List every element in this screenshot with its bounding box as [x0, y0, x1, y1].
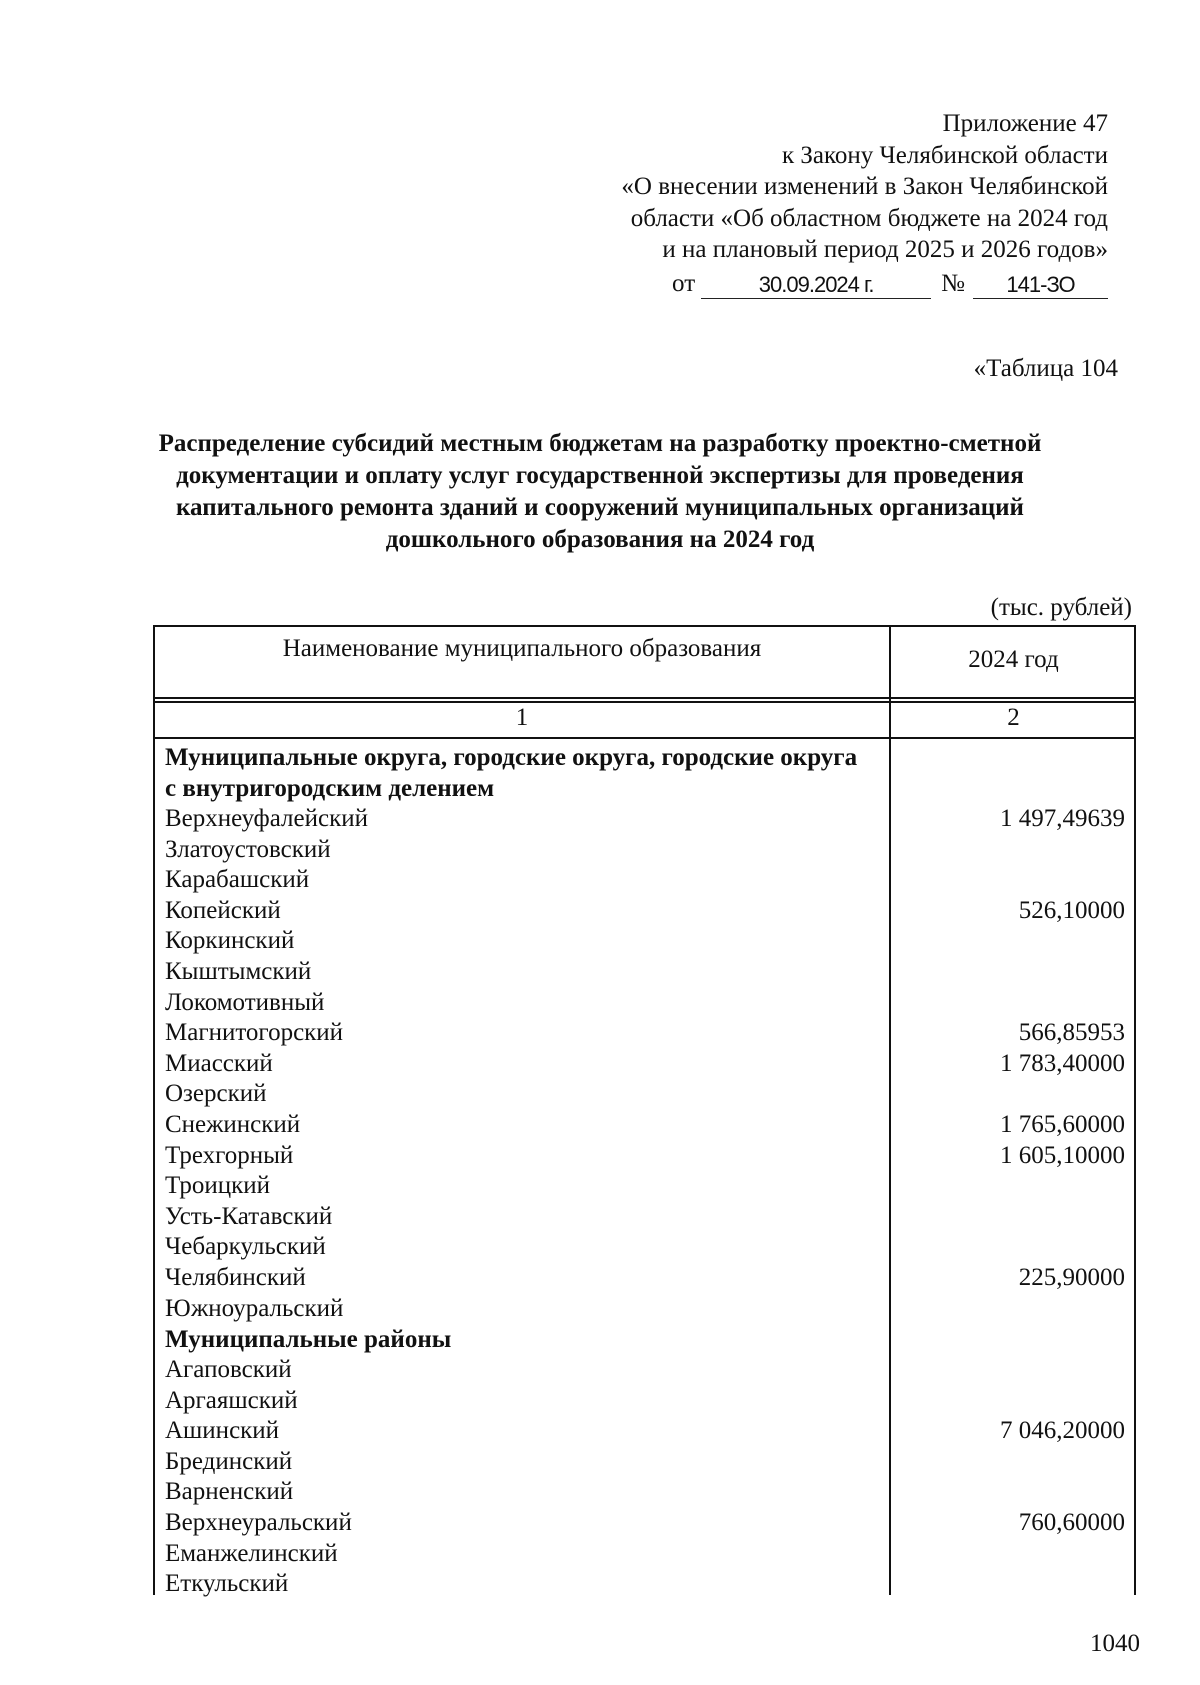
- table-border: [153, 625, 155, 1595]
- municipality-name: Верхнеуфалейский: [165, 805, 368, 832]
- units-label: (тыс. рублей): [990, 594, 1132, 621]
- column-header-year: 2024 год: [968, 646, 1059, 673]
- title-line: Распределение субсидий местным бюджетам на разработку проектно-сметной: [158, 430, 1042, 457]
- municipality-name: Озерский: [165, 1080, 267, 1108]
- municipality-name: Коркинский: [165, 927, 295, 955]
- table-row: [165, 1447, 1125, 1478]
- header-line: «О внесении изменений в Закон Челябинской: [621, 173, 1108, 200]
- column-header-name: Наименование муниципального образования: [282, 635, 762, 662]
- table-row: [165, 865, 1125, 896]
- municipality-name: Кыштымский: [165, 957, 312, 985]
- municipality-name: Локомотивный: [165, 988, 325, 1016]
- table-row: [165, 1018, 1125, 1049]
- subsidy-amount: 225,90000: [1018, 1263, 1125, 1291]
- subsidy-amount: 760,60000: [1018, 1509, 1125, 1537]
- municipality-name: Еманжелинский: [165, 1539, 338, 1567]
- title-line: капитального ремонта зданий и сооружений муниципальных организаций: [176, 494, 1024, 521]
- subsidy-amount: 1 765,60000: [1000, 1110, 1125, 1138]
- table-row: [165, 804, 1125, 835]
- table-row: [165, 988, 1125, 1019]
- table-row: [165, 1477, 1125, 1508]
- group-heading-row: [165, 1324, 1125, 1355]
- municipality-name: Ашинский: [165, 1417, 280, 1445]
- table-border: [1134, 625, 1136, 1595]
- municipality-name: Еткульский: [165, 1570, 289, 1598]
- title-line: документации и оплату услуг государственной экспертизы для проведения: [176, 462, 1024, 489]
- table-row: [165, 1079, 1125, 1110]
- table-row: [165, 1539, 1125, 1570]
- title-line: дошкольного образования на 2024 год: [385, 526, 815, 553]
- table-row: [165, 1569, 1125, 1600]
- table-row: [165, 1386, 1125, 1417]
- municipality-name: Верхнеуральский: [165, 1509, 352, 1537]
- municipality-name: Агаповский: [165, 1356, 292, 1384]
- table-row: [165, 1508, 1125, 1539]
- municipality-name: Магнитогорский: [165, 1019, 344, 1047]
- column-number: 1: [515, 704, 529, 731]
- municipality-name: Аргаяшский: [165, 1386, 298, 1414]
- table-row: [165, 1355, 1125, 1386]
- municipality-name: Челябинский: [165, 1263, 306, 1291]
- municipality-name: Миасский: [165, 1049, 273, 1077]
- document-title: [130, 428, 1070, 556]
- table-row: [165, 1171, 1125, 1202]
- table-row: [165, 896, 1125, 927]
- subsidy-amount: 1 783,40000: [1000, 1049, 1125, 1077]
- subsidy-amount: 566,85953: [1018, 1019, 1125, 1047]
- table-row: [165, 1141, 1125, 1172]
- table-row: [165, 1263, 1125, 1294]
- table-body: [165, 742, 1125, 1600]
- law-number: 141-ЗО: [973, 272, 1108, 299]
- table-row: [165, 1232, 1125, 1263]
- subsidy-amount: 7 046,20000: [1000, 1417, 1125, 1445]
- table-row: [165, 1049, 1125, 1080]
- municipality-name: Трехгорный: [165, 1141, 294, 1169]
- group-heading: Муниципальные округа, городские округа, городские округа с внутригородским делением: [165, 744, 858, 802]
- table-row: [165, 926, 1125, 957]
- header-line: области «Об областном бюджете на 2024 год: [630, 204, 1108, 232]
- table-row: [165, 1202, 1125, 1233]
- subsidy-amount: 1 605,10000: [1000, 1141, 1125, 1169]
- subsidy-amount: 1 497,49639: [1000, 805, 1125, 832]
- table-label: «Таблица 104: [973, 355, 1118, 382]
- municipality-name: Южноуральский: [165, 1294, 344, 1322]
- table-border: [153, 625, 1136, 627]
- table-row: [165, 1416, 1125, 1447]
- municipality-name: Копейский: [165, 896, 281, 924]
- municipality-name: Снежинский: [165, 1110, 301, 1138]
- header-line: и на плановый период 2025 и 2026 годов»: [662, 236, 1108, 263]
- municipality-name: Брединский: [165, 1447, 293, 1475]
- appendix-header: [488, 108, 1108, 299]
- municipality-name: Троицкий: [165, 1172, 270, 1200]
- law-date: 30.09.2024 г.: [701, 272, 931, 299]
- table-row: [165, 835, 1125, 866]
- header-line: Приложение 47: [942, 110, 1108, 137]
- municipality-name: Златоустовский: [165, 835, 331, 863]
- table-border: [153, 697, 1136, 699]
- header-line: к Закону Челябинской области: [782, 141, 1108, 169]
- date-prefix: от: [672, 269, 696, 297]
- table-row: [165, 1294, 1125, 1325]
- subsidy-table: [153, 625, 1136, 1598]
- column-number: 2: [1007, 704, 1020, 731]
- group-heading-row: [165, 742, 1125, 804]
- number-prefix: №: [941, 269, 965, 297]
- municipality-name: Карабашский: [165, 866, 310, 894]
- table-row: [165, 1110, 1125, 1141]
- municipality-name: Варненский: [165, 1478, 294, 1506]
- page-number: 1040: [1090, 1630, 1140, 1657]
- table-row: [165, 957, 1125, 988]
- municipality-name: Усть-Катавский: [165, 1202, 333, 1230]
- group-heading: Муниципальные районы: [165, 1326, 452, 1354]
- municipality-name: Чебаркульский: [165, 1233, 326, 1261]
- law-date-line: [488, 268, 1108, 300]
- table-border: [153, 737, 1136, 739]
- subsidy-amount: 526,10000: [1018, 896, 1125, 924]
